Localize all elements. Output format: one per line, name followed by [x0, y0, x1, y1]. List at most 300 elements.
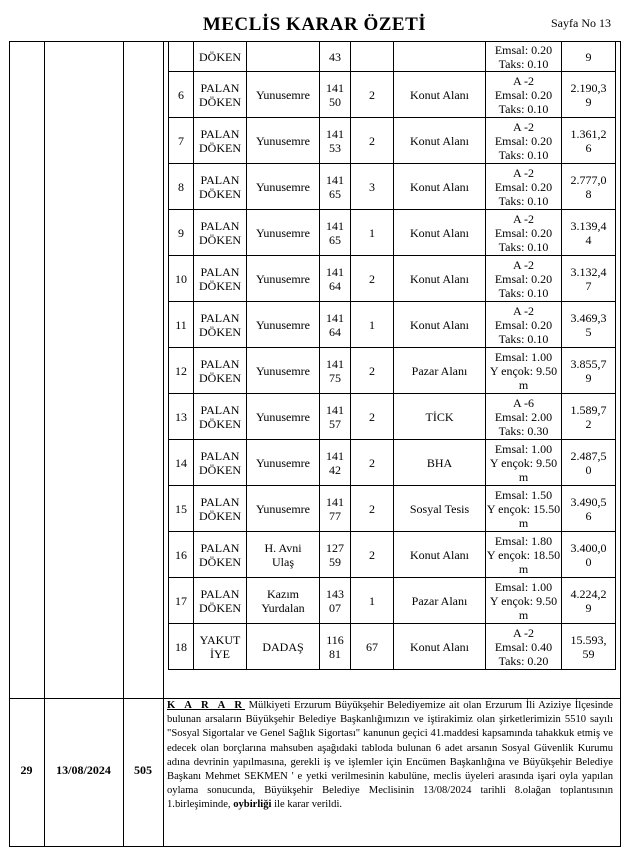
cell-text: 6 — [178, 87, 184, 102]
block-cell — [320, 302, 351, 348]
parcel-cell — [351, 394, 394, 440]
cell-text: 3.400,0 — [570, 540, 607, 555]
cell-text: Y ençok: 15.50 — [486, 501, 561, 516]
area-cell — [562, 256, 616, 302]
conditions-cell — [486, 624, 562, 670]
cell-text: Taks: 0.10 — [498, 285, 549, 300]
decision-number: 505 — [134, 763, 152, 777]
neighborhood-cell — [194, 486, 247, 532]
unanimous-label: oybirliği — [233, 799, 272, 811]
cell-text: DÖKEN — [199, 140, 241, 155]
cell-text: Y ençok: 9.50 — [489, 593, 558, 608]
table-row — [169, 210, 616, 256]
cell-text: 143 — [326, 586, 344, 601]
parcel-cell — [351, 578, 394, 624]
cell-text: Ulaş — [272, 554, 294, 569]
area-cell — [562, 210, 616, 256]
district-cell — [247, 256, 320, 302]
cell-text: DÖKEN — [199, 508, 241, 523]
cell-text: BHA — [426, 455, 453, 470]
decision-body: Mülkiyeti Erzurum Büyükşehir Belediyemize ait olan Erzurum İli Aziziye İlçesinde bulunan arsaların Büyükşehir Belediye Başkanlığımızın ve iştirakimiz olan şirketlerimizin 5510 sayılı "Sosyal Sigortalar ve Genel Sağlık Sigortası" kanunun geçici 41.maddesi kapsamında tahakkuk etmiş ve edecek olan borçlarına mahsuben aşağıdaki tabloda bulunan 6 adet arsanın Sosyal Güvenlik Kurumu adına devrinin yapılmasına, gerekli iş ve işlemler için Encümen Başkanlığına ve Büyükşehir Belediye Başkanı Mehmet SEKMEN ' e yetki verilmesinin kabulüne, meclis üyeleri arasında işari oyla yapılan oylama sonucunda, Büyükşehir Belediye Meclisinin 13/08/2024 tarihli 8.olağan toplantısının 1.birleşiminde, — [167, 700, 613, 811]
cell-text: DÖKEN — [199, 370, 241, 385]
conditions-cell — [486, 118, 562, 164]
cell-text: Konut Alanı — [410, 271, 469, 286]
row-number-cell — [169, 440, 194, 486]
cell-text: Y ençok: 18.50 — [486, 547, 561, 562]
cell-text: 57 — [329, 416, 341, 431]
cell-text: 13 — [175, 409, 187, 424]
row-number-cell — [169, 164, 194, 210]
cell-text: Emsal: 0.20 — [494, 271, 553, 286]
cell-text: Taks: 0.30 — [498, 423, 549, 438]
cell-text: DÖKEN — [199, 232, 241, 247]
cell-text: 2.190,3 — [570, 80, 607, 95]
cell-text: PALAN — [200, 448, 240, 463]
cell-text: PALAN — [200, 402, 240, 417]
cell-text: m — [518, 377, 529, 392]
cell-text: Emsal: 1.00 — [494, 441, 553, 456]
neighborhood-cell — [194, 72, 247, 118]
area-cell — [562, 486, 616, 532]
cell-text: 75 — [329, 370, 341, 385]
neighborhood-cell — [194, 532, 247, 578]
decision-end: ile karar verildi. — [271, 799, 343, 811]
block-cell — [320, 440, 351, 486]
district-cell — [247, 486, 320, 532]
cell-text: A -2 — [513, 303, 534, 318]
neighborhood-cell — [194, 256, 247, 302]
cell-text: PALAN — [200, 264, 240, 279]
conditions-cell — [486, 164, 562, 210]
zone-type-cell — [394, 348, 486, 394]
cell-text: PALAN — [200, 494, 240, 509]
table-row — [169, 394, 616, 440]
cell-text: 42 — [329, 462, 341, 477]
parcel-cell — [351, 210, 394, 256]
cell-text: DÖKEN — [199, 49, 241, 64]
cell-text: 5 — [585, 324, 592, 339]
cell-text: Yunusemre — [256, 179, 310, 194]
cell-text: Konut Alanı — [410, 87, 469, 102]
cell-text: Emsal: 1.50 — [494, 487, 553, 502]
district-cell — [247, 302, 320, 348]
column-divider — [123, 42, 124, 846]
cell-text: PALAN — [200, 80, 240, 95]
cell-text: 141 — [326, 80, 344, 95]
conditions-cell — [486, 42, 562, 72]
block-cell — [320, 118, 351, 164]
zone-type-cell — [394, 72, 486, 118]
page-title: MECLİS KARAR ÖZETİ — [202, 14, 427, 35]
conditions-cell — [486, 578, 562, 624]
cell-text: DÖKEN — [199, 186, 241, 201]
table-row — [169, 532, 616, 578]
cell-text: 43 — [329, 49, 341, 64]
parcel-cell — [351, 532, 394, 578]
cell-text: m — [518, 561, 529, 576]
cell-text: Emsal: 1.80 — [494, 533, 553, 548]
district-cell — [247, 394, 320, 440]
parcel-table — [168, 41, 616, 670]
cell-text: DÖKEN — [199, 600, 241, 615]
district-cell — [247, 578, 320, 624]
cell-text: Yurdalan — [261, 600, 305, 615]
cell-text: Taks: 0.10 — [498, 56, 549, 71]
area-cell — [562, 624, 616, 670]
cell-text: 12 — [175, 363, 187, 378]
block-cell — [320, 578, 351, 624]
cell-text: 2 — [369, 455, 375, 470]
cell-text: 10 — [175, 271, 187, 286]
cell-text: 141 — [326, 264, 344, 279]
neighborhood-cell — [194, 578, 247, 624]
cell-text: Taks: 0.10 — [498, 331, 549, 346]
block-cell — [320, 348, 351, 394]
cell-text: Pazar Alanı — [411, 363, 468, 378]
cell-text: 116 — [326, 632, 344, 647]
cell-text: PALAN — [200, 356, 240, 371]
area-cell — [562, 72, 616, 118]
cell-text: Konut Alanı — [410, 317, 469, 332]
cell-text: 141 — [326, 356, 344, 371]
cell-text: A -2 — [513, 165, 534, 180]
cell-text: YAKUT — [199, 632, 241, 647]
row-number-cell — [169, 394, 194, 440]
cell-text: 15.593, — [570, 632, 607, 647]
cell-text: 0 — [585, 554, 592, 569]
cell-text: 141 — [326, 448, 344, 463]
cell-text: Yunusemre — [256, 225, 310, 240]
table-row — [169, 118, 616, 164]
row-number-cell — [169, 42, 194, 72]
zone-type-cell — [394, 302, 486, 348]
cell-text: PALAN — [200, 218, 240, 233]
cell-text: 50 — [329, 94, 341, 109]
cell-text: PALAN — [200, 126, 240, 141]
neighborhood-cell — [194, 42, 247, 72]
zone-type-cell — [394, 440, 486, 486]
cell-text: 2 — [369, 271, 375, 286]
cell-text: PALAN — [200, 310, 240, 325]
zone-type-cell — [394, 118, 486, 164]
cell-text: Emsal: 1.00 — [494, 349, 553, 364]
cell-text: 11 — [175, 317, 187, 332]
conditions-cell — [486, 532, 562, 578]
zone-type-cell — [394, 394, 486, 440]
row-number-cell — [169, 486, 194, 532]
cell-text: Yunusemre — [256, 271, 310, 286]
block-cell — [320, 624, 351, 670]
cell-text: A -2 — [513, 73, 534, 88]
cell-text: 2.487,5 — [570, 448, 607, 463]
parcel-cell — [351, 348, 394, 394]
cell-text: 64 — [329, 278, 341, 293]
cell-text: 9 — [585, 370, 592, 385]
neighborhood-cell — [194, 394, 247, 440]
cell-text: A -2 — [513, 257, 534, 272]
block-cell — [320, 42, 351, 72]
cell-text: Emsal: 0.20 — [494, 225, 553, 240]
block-cell — [320, 72, 351, 118]
cell-text: Konut Alanı — [410, 547, 469, 562]
cell-text: 1 — [369, 225, 375, 240]
cell-text: Taks: 0.10 — [498, 239, 549, 254]
cell-text: 1.361,2 — [570, 126, 607, 141]
cell-text: m — [518, 469, 529, 484]
cell-text: 81 — [329, 646, 341, 661]
parcel-cell — [351, 440, 394, 486]
neighborhood-cell — [194, 210, 247, 256]
cell-text: Sosyal Tesis — [409, 501, 470, 516]
block-cell — [320, 256, 351, 302]
table-row — [169, 256, 616, 302]
table-row — [169, 624, 616, 670]
cell-text: İYE — [210, 646, 230, 661]
zone-type-cell — [394, 624, 486, 670]
cell-text: 14 — [175, 455, 187, 470]
conditions-cell — [486, 348, 562, 394]
cell-text: 07 — [329, 600, 341, 615]
cell-text: Emsal: 1.00 — [494, 579, 553, 594]
cell-text: 65 — [329, 186, 341, 201]
cell-text: 17 — [175, 593, 187, 608]
cell-text: 0 — [585, 462, 592, 477]
cell-text: 2 — [369, 501, 375, 516]
cell-text: PALAN — [200, 172, 240, 187]
cell-text: 2 — [585, 416, 592, 431]
zone-type-cell — [394, 532, 486, 578]
cell-text: DADAŞ — [262, 639, 304, 654]
row-number-cell — [169, 72, 194, 118]
area-cell — [562, 348, 616, 394]
cell-text: Taks: 0.10 — [498, 147, 549, 162]
cell-text: 127 — [326, 540, 344, 555]
decision-date: 13/08/2024 — [56, 763, 111, 777]
parcel-cell — [351, 72, 394, 118]
cell-text: Konut Alanı — [410, 133, 469, 148]
cell-text: Emsal: 2.00 — [494, 409, 553, 424]
cell-text: 59 — [329, 554, 341, 569]
cell-text: 2.777,0 — [570, 172, 607, 187]
conditions-cell — [486, 440, 562, 486]
cell-text: 141 — [326, 126, 344, 141]
neighborhood-cell — [194, 440, 247, 486]
zone-type-cell — [394, 578, 486, 624]
table-row — [169, 302, 616, 348]
cell-text: Emsal: 0.40 — [494, 639, 553, 654]
cell-text: Emsal: 0.20 — [494, 42, 553, 57]
cell-text: 2 — [369, 547, 375, 562]
cell-text: Yunusemre — [256, 455, 310, 470]
cell-text: 9 — [585, 94, 592, 109]
table-row — [169, 72, 616, 118]
parcel-cell — [351, 164, 394, 210]
cell-text: 59 — [582, 646, 595, 661]
cell-text: Emsal: 0.20 — [494, 179, 553, 194]
conditions-cell — [486, 486, 562, 532]
parcel-cell — [351, 302, 394, 348]
block-cell — [320, 486, 351, 532]
cell-text: 4.224,2 — [570, 586, 607, 601]
column-divider — [163, 42, 164, 846]
neighborhood-cell — [194, 302, 247, 348]
cell-text: 2 — [369, 133, 375, 148]
cell-text: PALAN — [200, 540, 240, 555]
district-cell — [247, 532, 320, 578]
cell-text: 64 — [329, 324, 341, 339]
cell-text: Yunusemre — [256, 133, 310, 148]
district-cell — [247, 348, 320, 394]
cell-text: 8 — [178, 179, 184, 194]
neighborhood-cell — [194, 624, 247, 670]
cell-text: A -2 — [513, 625, 534, 640]
cell-text: 1 — [369, 593, 375, 608]
row-number-cell — [169, 532, 194, 578]
block-cell — [320, 532, 351, 578]
cell-text: Pazar Alanı — [411, 593, 468, 608]
conditions-cell — [486, 256, 562, 302]
cell-text: Konut Alanı — [410, 179, 469, 194]
cell-text: 9 — [585, 49, 592, 64]
row-number-cell — [169, 348, 194, 394]
decision-text — [167, 699, 613, 813]
cell-text: A -2 — [513, 119, 534, 134]
cell-text: 15 — [175, 501, 187, 516]
neighborhood-cell — [194, 164, 247, 210]
parcel-cell — [351, 42, 394, 72]
cell-text: Taks: 0.20 — [498, 653, 549, 668]
table-row — [169, 42, 616, 72]
cell-text: Kazım — [267, 586, 299, 601]
parcel-cell — [351, 118, 394, 164]
cell-text: 53 — [329, 140, 341, 155]
row-number-cell — [169, 302, 194, 348]
cell-text: A -2 — [513, 211, 534, 226]
cell-text: DÖKEN — [199, 278, 241, 293]
cell-text: 1 — [369, 317, 375, 332]
cell-text: Yunusemre — [256, 87, 310, 102]
cell-text: 3.139,4 — [570, 218, 607, 233]
district-cell — [247, 72, 320, 118]
area-cell — [562, 440, 616, 486]
cell-text: DÖKEN — [199, 462, 241, 477]
cell-text: Emsal: 0.20 — [494, 87, 553, 102]
cell-text: 18 — [175, 639, 187, 654]
cell-text: 3.855,7 — [570, 356, 607, 371]
zone-type-cell — [394, 42, 486, 72]
cell-text: 4 — [585, 232, 592, 247]
conditions-cell — [486, 72, 562, 118]
cell-text: Emsal: 0.20 — [494, 133, 553, 148]
district-cell — [247, 164, 320, 210]
cell-text: m — [518, 515, 529, 530]
neighborhood-cell — [194, 348, 247, 394]
cell-text: 65 — [329, 232, 341, 247]
area-cell — [562, 164, 616, 210]
cell-text: 9 — [585, 600, 592, 615]
cell-text: DÖKEN — [199, 94, 241, 109]
area-cell — [562, 532, 616, 578]
cell-text: 141 — [326, 172, 344, 187]
page-number: Sayfa No 13 — [551, 16, 611, 30]
cell-text: Yunusemre — [256, 501, 310, 516]
row-number-cell — [169, 210, 194, 256]
district-cell — [247, 440, 320, 486]
cell-text: 141 — [326, 402, 344, 417]
cell-text: DÖKEN — [199, 554, 241, 569]
zone-type-cell — [394, 256, 486, 302]
area-cell — [562, 302, 616, 348]
row-number-cell — [169, 624, 194, 670]
cell-text: 67 — [366, 639, 378, 654]
table-row — [169, 348, 616, 394]
district-cell — [247, 624, 320, 670]
cell-text: 8 — [585, 186, 592, 201]
cell-text: 141 — [326, 218, 344, 233]
cell-text: 6 — [585, 508, 592, 523]
conditions-cell — [486, 210, 562, 256]
cell-text: H. Avni — [264, 540, 302, 555]
neighborhood-cell — [194, 118, 247, 164]
cell-text: Taks: 0.10 — [498, 193, 549, 208]
parcel-cell — [351, 624, 394, 670]
area-cell — [562, 578, 616, 624]
cell-text: 6 — [585, 140, 592, 155]
cell-text: 3.132,4 — [570, 264, 607, 279]
cell-text: m — [518, 607, 529, 622]
cell-text: PALAN — [200, 586, 240, 601]
table-row — [169, 578, 616, 624]
zone-type-cell — [394, 210, 486, 256]
cell-text: Emsal: 0.20 — [494, 317, 553, 332]
cell-text: Yunusemre — [256, 363, 310, 378]
conditions-cell — [486, 394, 562, 440]
cell-text: 2 — [369, 363, 375, 378]
cell-text: Konut Alanı — [410, 225, 469, 240]
karar-heading: K A R A R — [167, 700, 245, 711]
cell-text: 3.469,3 — [570, 310, 607, 325]
cell-text: Taks: 0.10 — [498, 101, 549, 116]
zone-type-cell — [394, 164, 486, 210]
cell-text: DÖKEN — [199, 324, 241, 339]
parcel-cell — [351, 256, 394, 302]
block-cell — [320, 164, 351, 210]
cell-text: 2 — [369, 87, 375, 102]
row-number-cell — [169, 578, 194, 624]
table-row — [169, 486, 616, 532]
cell-text: 141 — [326, 310, 344, 325]
cell-text: 2 — [369, 409, 375, 424]
zone-type-cell — [394, 486, 486, 532]
cell-text: 7 — [585, 278, 592, 293]
table-row — [169, 164, 616, 210]
parcel-table-body — [169, 42, 616, 670]
decision-sequence: 29 — [20, 763, 33, 777]
cell-text: 77 — [329, 508, 341, 523]
cell-text: 1.589,7 — [570, 402, 607, 417]
cell-text: 9 — [178, 225, 184, 240]
cell-text: A -6 — [513, 395, 534, 410]
cell-text: 3.490,5 — [570, 494, 607, 509]
table-row — [169, 440, 616, 486]
row-number-cell — [169, 118, 194, 164]
parcel-cell — [351, 486, 394, 532]
district-cell — [247, 210, 320, 256]
cell-text: Konut Alanı — [410, 639, 469, 654]
row-number-cell — [169, 256, 194, 302]
cell-text: 3 — [369, 179, 375, 194]
district-cell — [247, 42, 320, 72]
